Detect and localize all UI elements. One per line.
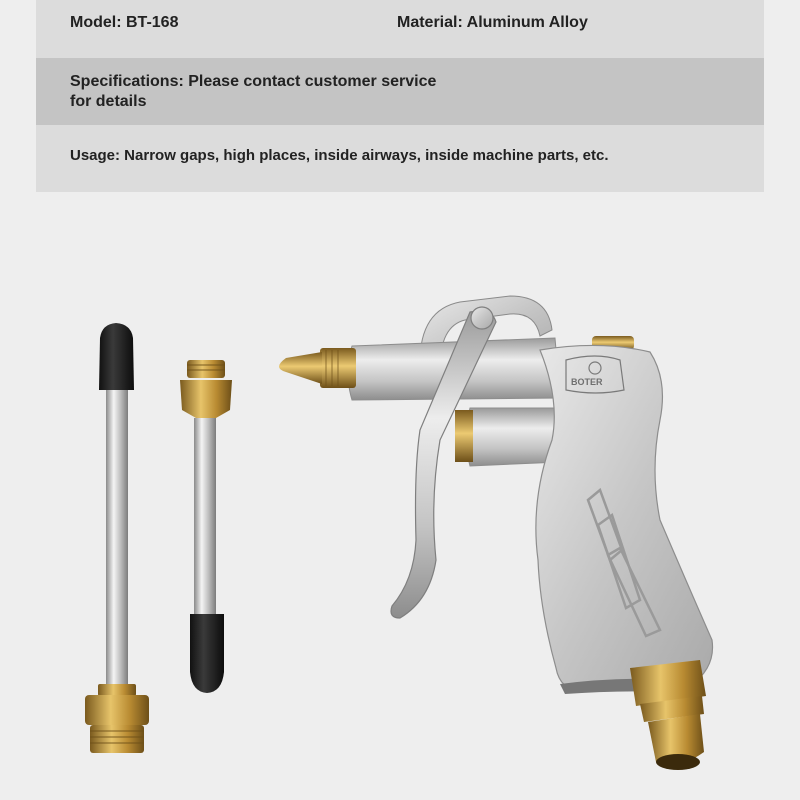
svg-text:BOTER: BOTER [571, 377, 603, 387]
brass-fitting-icon [85, 695, 149, 725]
product-photo [0, 192, 800, 800]
model-label: Model: BT-168 [70, 14, 179, 31]
quick-coupler-icon [630, 660, 706, 770]
steel-tube [106, 390, 128, 688]
usage-label: Usage: Narrow gaps, high places, inside airways, inside machine parts, etc. [70, 147, 609, 164]
spec-row-usage [36, 125, 764, 192]
gun-handle [536, 345, 713, 692]
spec-row-specifications [36, 58, 764, 125]
spec-row-model-material [36, 0, 764, 58]
spec-table [36, 0, 764, 192]
rubber-tip-icon [190, 614, 224, 693]
rubber-tip-icon [99, 323, 134, 390]
steel-tube [194, 418, 216, 616]
air-blow-gun [279, 296, 713, 770]
extension-nozzle-long [85, 323, 149, 753]
specifications-label: Specifications: Please contact customer service for details [70, 73, 437, 110]
brass-fitting-icon [180, 380, 232, 418]
material-label: Material: Aluminum Alloy [397, 14, 588, 31]
extension-nozzle-short [180, 360, 232, 693]
